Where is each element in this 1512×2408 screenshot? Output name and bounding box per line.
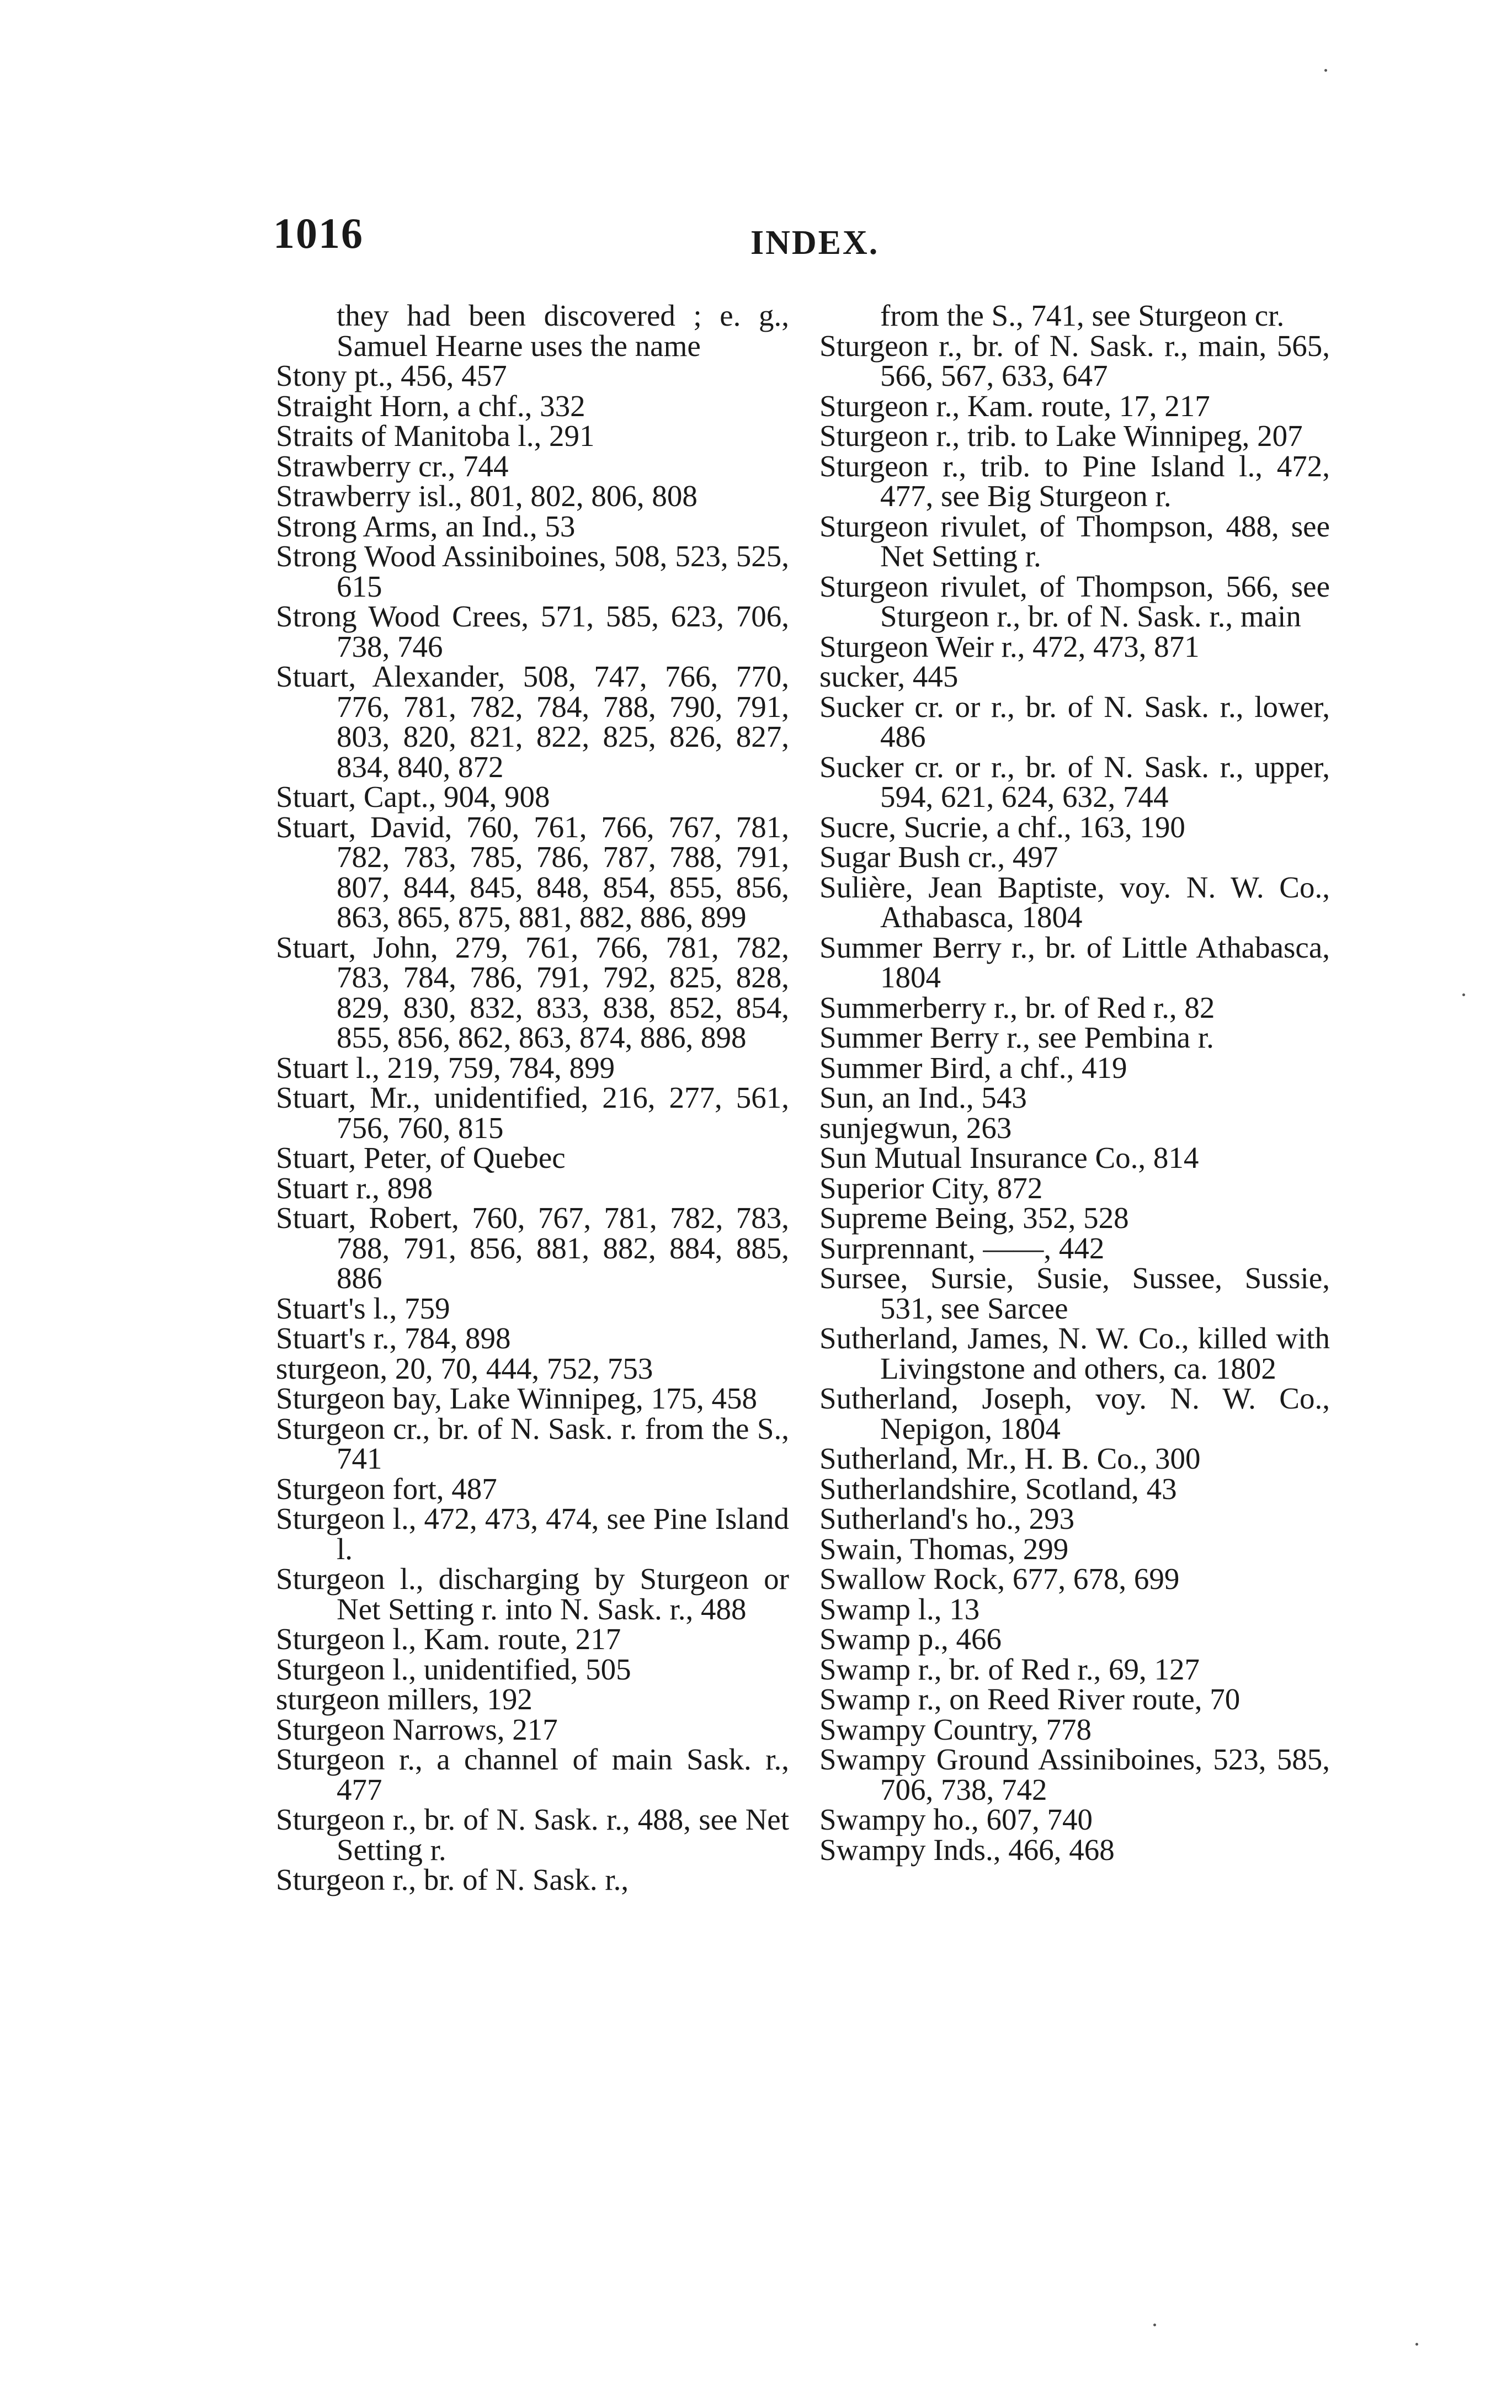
index-entry: Summer Bird, a chf., 419 xyxy=(819,1050,1127,1085)
index-entry: Sutherland, James, N. W. Co., killed with Livingstone and others, ca. 1802 xyxy=(819,1321,1330,1385)
index-entry: Swampy Inds., 466, 468 xyxy=(819,1832,1115,1867)
index-entry: Sturgeon r., trib. to Pine Island l., 472, 477, see Big Sturgeon r. xyxy=(819,449,1330,513)
index-entry: Strong Arms, an Ind., 53 xyxy=(276,509,576,543)
index-entry: Straits of Manitoba l., 291 xyxy=(276,419,595,453)
index-entry: Sturgeon Weir r., 472, 473, 871 xyxy=(819,629,1200,663)
index-entry: Stuart, Alexander, 508, 747, 766, 770, 776, 781, 782, 784, 788, 790, 791, 803, 820, 821, 822, 825, 826, 827, 834, 840, 872 xyxy=(276,660,789,784)
index-entry: Swamp l., 13 xyxy=(819,1592,980,1626)
index-entry: Sturgeon r., br. of N. Sask. r., 488, see Net Setting r. xyxy=(276,1803,789,1867)
index-entry: Stuart's l., 759 xyxy=(276,1291,450,1325)
index-entry: Sturgeon rivulet, of Thompson, 566, see Sturgeon r., br. of N. Sask. r., main xyxy=(819,569,1330,633)
scan-speck xyxy=(1415,2343,1418,2346)
index-entry: Stuart, Peter, of Quebec xyxy=(276,1141,566,1174)
index-entry: Sturgeon r., a channel of main Sask. r., 477 xyxy=(276,1742,789,1806)
index-column-right xyxy=(819,301,1330,1865)
index-entry: Swain, Thomas, 299 xyxy=(819,1532,1069,1566)
index-entry: Summer Berry r., br. of Little Athabasca, 1804 xyxy=(819,930,1330,994)
index-entry: Stuart, Robert, 760, 767, 781, 782, 783, 788, 791, 856, 881, 882, 884, 885, 886 xyxy=(276,1201,789,1295)
index-entry: Stuart's r., 784, 898 xyxy=(276,1321,511,1355)
index-entry: they had been discovered ; e. g., Samuel Hearne uses the name xyxy=(337,299,789,363)
index-entry: Sun Mutual Insurance Co., 814 xyxy=(819,1141,1199,1174)
index-entry: Stony pt., 456, 457 xyxy=(276,359,507,392)
index-entry: Sturgeon fort, 487 xyxy=(276,1471,497,1506)
index-entry: Strawberry isl., 801, 802, 806, 808 xyxy=(276,479,698,513)
index-entry: Sutherland's ho., 293 xyxy=(819,1502,1075,1535)
index-entry: Surprennant, ——, 442 xyxy=(819,1231,1105,1265)
index-entry: Sulière, Jean Baptiste, voy. N. W. Co., Athabasca, 1804 xyxy=(819,870,1330,934)
index-entry: Sturgeon bay, Lake Winnipeg, 175, 458 xyxy=(276,1381,758,1415)
index-column-left xyxy=(276,301,789,1895)
index-entry: Swampy ho., 607, 740 xyxy=(819,1803,1093,1836)
index-entry: Sturgeon l., Kam. route, 217 xyxy=(276,1622,621,1656)
index-entry: Swamp p., 466 xyxy=(819,1622,1002,1656)
index-entry: Swampy Ground Assiniboines, 523, 585, 706, 738, 742 xyxy=(819,1742,1330,1806)
index-entry: Superior City, 872 xyxy=(819,1171,1043,1205)
index-entry: Sun, an Ind., 543 xyxy=(819,1081,1027,1114)
index-entry: Sturgeon l., unidentified, 505 xyxy=(276,1652,631,1686)
scan-speck xyxy=(1153,2324,1156,2326)
page-title: INDEX. xyxy=(750,224,880,262)
index-entry: Sturgeon r., br. of N. Sask. r., main, 565, 566, 567, 633, 647 xyxy=(819,328,1330,392)
index-entry: Stuart, Capt., 904, 908 xyxy=(276,780,550,814)
index-entry: Summerberry r., br. of Red r., 82 xyxy=(819,990,1215,1024)
index-entry: Sucker cr. or r., br. of N. Sask. r., lower, 486 xyxy=(819,689,1330,753)
index-entry: Swamp r., on Reed River route, 70 xyxy=(819,1682,1241,1716)
index-entry: Swamp r., br. of Red r., 69, 127 xyxy=(819,1652,1200,1686)
index-entry: Strawberry cr., 744 xyxy=(276,449,509,483)
index-entry: Sturgeon r., trib. to Lake Winnipeg, 207 xyxy=(819,419,1303,453)
index-entry: Sturgeon r., Kam. route, 17, 217 xyxy=(819,389,1210,423)
index-entry: Stuart, John, 279, 761, 766, 781, 782, 783, 784, 786, 791, 792, 825, 828, 829, 830, 832, 833, 838, 852, 854, 855, 856, 862, 863, 874, 886, 898 xyxy=(276,930,789,1054)
index-entry: Straight Horn, a chf., 332 xyxy=(276,389,585,423)
index-entry: Sucker cr. or r., br. of N. Sask. r., upper, 594, 621, 624, 632, 744 xyxy=(819,749,1330,814)
index-entry: Swallow Rock, 677, 678, 699 xyxy=(819,1562,1180,1596)
index-entry: Summer Berry r., see Pembina r. xyxy=(819,1020,1214,1054)
index-entry: Sturgeon Narrows, 217 xyxy=(276,1712,558,1746)
scan-speck xyxy=(1324,69,1327,72)
index-entry: Sucre, Sucrie, a chf., 163, 190 xyxy=(819,810,1185,844)
index-entry: Sutherland, Mr., H. B. Co., 300 xyxy=(819,1442,1201,1475)
index-entry: Stuart l., 219, 759, 784, 899 xyxy=(276,1050,615,1085)
index-entry: sturgeon millers, 192 xyxy=(276,1682,533,1716)
index-entry: Sugar Bush cr., 497 xyxy=(819,840,1058,874)
index-entry: Stuart r., 898 xyxy=(276,1171,433,1205)
page-number: 1016 xyxy=(273,209,364,257)
index-entry: from the S., 741, see Sturgeon cr. xyxy=(880,299,1285,332)
index-entry: Sturgeon l., discharging by Sturgeon or Net Setting r. into N. Sask. r., 488 xyxy=(276,1562,789,1626)
index-entry: Sturgeon l., 472, 473, 474, see Pine Island l. xyxy=(276,1502,789,1566)
index-entry: Sturgeon r., br. of N. Sask. r., xyxy=(276,1863,629,1896)
index-entry: Strong Wood Assiniboines, 508, 523, 525, 615 xyxy=(276,539,789,603)
index-entry: Strong Wood Crees, 571, 585, 623, 706, 738, 746 xyxy=(276,599,789,663)
index-entry: Swampy Country, 778 xyxy=(819,1712,1092,1746)
index-entry: sturgeon, 20, 70, 444, 752, 753 xyxy=(276,1351,653,1385)
index-entry: Sutherland, Joseph, voy. N. W. Co., Nepigon, 1804 xyxy=(819,1381,1330,1445)
index-entry: Stuart, David, 760, 761, 766, 767, 781, 782, 783, 785, 786, 787, 788, 791, 807, 844, 845, 848, 854, 855, 856, 863, 865, 875, 881, 882, 886, 899 xyxy=(276,810,789,934)
scan-speck xyxy=(1462,993,1465,996)
index-entry: sucker, 445 xyxy=(819,660,959,693)
index-entry: Sutherlandshire, Scotland, 43 xyxy=(819,1471,1177,1506)
index-entry: Sturgeon cr., br. of N. Sask. r. from the S., 741 xyxy=(276,1411,789,1475)
index-entry: Sursee, Sursie, Susie, Sussee, Sussie, 531, see Sarcee xyxy=(819,1261,1330,1325)
index-entry: Sturgeon rivulet, of Thompson, 488, see Net Setting r. xyxy=(819,509,1330,573)
index-entry: Stuart, Mr., unidentified, 216, 277, 561, 756, 760, 815 xyxy=(276,1081,789,1145)
index-entry: sunjegwun, 263 xyxy=(819,1110,1012,1145)
index-entry: Supreme Being, 352, 528 xyxy=(819,1201,1129,1235)
